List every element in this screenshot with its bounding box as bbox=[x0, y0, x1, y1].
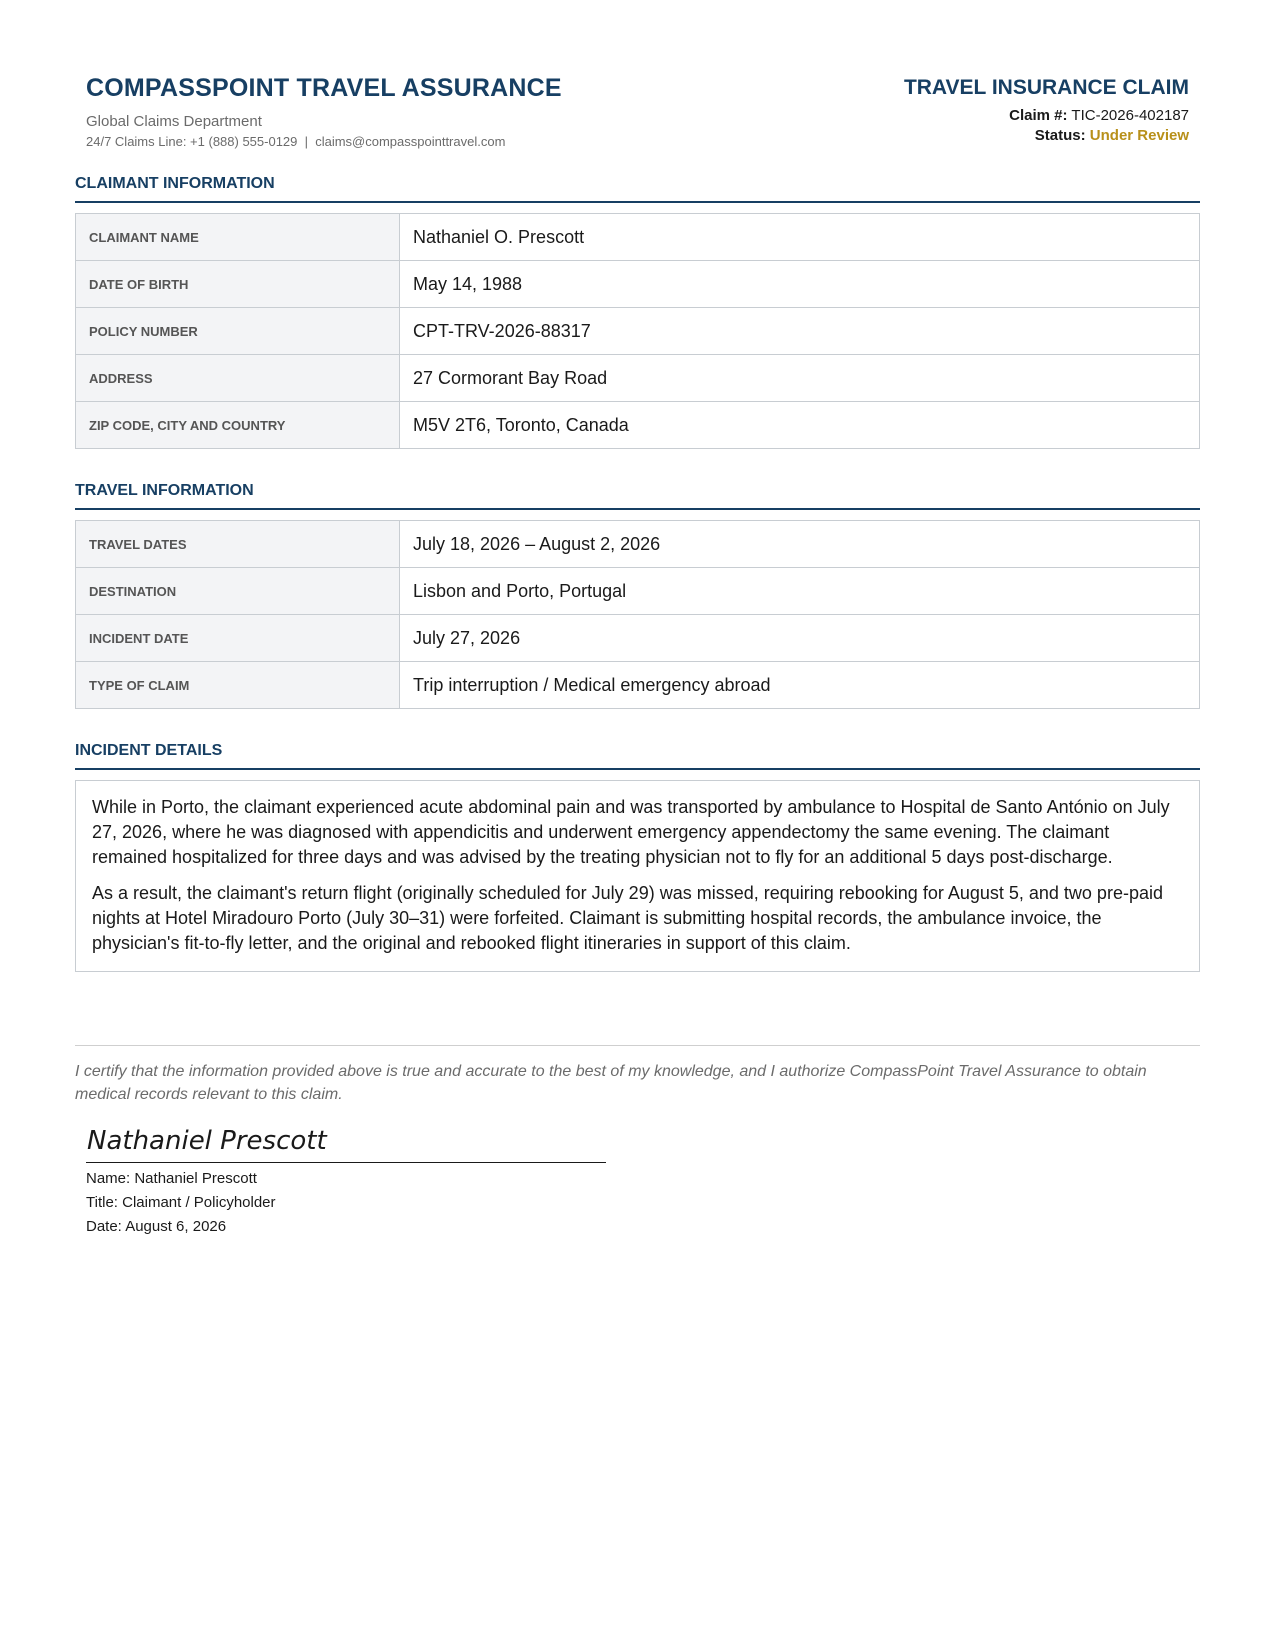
company-department: Global Claims Department bbox=[86, 113, 262, 130]
table-row bbox=[76, 308, 1199, 355]
field-label: DATE OF BIRTH bbox=[76, 261, 400, 307]
company-header bbox=[86, 74, 562, 149]
signature-block bbox=[86, 1126, 606, 1239]
field-label: POLICY NUMBER bbox=[76, 308, 400, 354]
table-row bbox=[76, 568, 1199, 615]
destination-value: Lisbon and Porto, Portugal bbox=[413, 580, 627, 601]
date-of-birth-value: May 14, 1988 bbox=[413, 273, 523, 294]
zip-city-country-value: M5V 2T6, Toronto, Canada bbox=[413, 414, 629, 435]
incident-paragraph: As a result, the claimant's return flight (originally scheduled for July 29) was missed, requiring rebooking for August 5, and two pre-paid nights at Hotel Miradouro Porto (July 30–31) were forfeited. Claimant is submitting hospital records, the ambulance invoice, the physician's fit-to-fly letter, and the original and rebooked flight itineraries in support of this claim. bbox=[92, 883, 1163, 953]
policy-number-value: CPT-TRV-2026-88317 bbox=[413, 320, 591, 341]
signature: Nathaniel Prescott bbox=[86, 1126, 606, 1163]
form-title: TRAVEL INSURANCE CLAIM bbox=[903, 76, 1189, 99]
form-header bbox=[904, 76, 1189, 144]
claim-number-line bbox=[904, 107, 1189, 124]
table-row bbox=[76, 214, 1199, 261]
section-title-incident: INCIDENT DETAILS bbox=[75, 742, 1200, 770]
field-label: ADDRESS bbox=[76, 355, 400, 401]
claimant-section bbox=[75, 175, 1200, 449]
table-row bbox=[76, 261, 1199, 308]
field-label: DESTINATION bbox=[76, 568, 400, 614]
field-label: CLAIMANT NAME bbox=[76, 214, 400, 260]
incident-paragraph: While in Porto, the claimant experienced acute abdominal pain and was transported by ambulance to Hospital de Santo António on July 27, 2026, where he was diagnosed with appendicitis and underwent emergency appendectomy the same evening. The claimant remained hospitalized for three days and was advised by the treating physician not to fly for an additional 5 days post-discharge. bbox=[92, 797, 1170, 867]
status-line bbox=[904, 127, 1189, 144]
incident-date-value: July 27, 2026 bbox=[413, 627, 521, 648]
incident-section bbox=[75, 742, 1200, 972]
section-title-claimant: CLAIMANT INFORMATION bbox=[75, 175, 1200, 203]
signature-date: Date: August 6, 2026 bbox=[86, 1218, 227, 1235]
company-name: COMPASSPOINT TRAVEL ASSURANCE bbox=[86, 74, 562, 102]
field-label: ZIP CODE, CITY AND COUNTRY bbox=[76, 402, 400, 448]
field-label: INCIDENT DATE bbox=[76, 615, 400, 661]
claimant-table bbox=[75, 213, 1200, 449]
claimant-name-value: Nathaniel O. Prescott bbox=[413, 226, 585, 247]
table-row bbox=[76, 355, 1199, 402]
table-row bbox=[76, 402, 1199, 448]
company-contact: 24/7 Claims Line: +1 (888) 555-0129 | claims@compasspointtravel.com bbox=[86, 134, 506, 149]
claim-number-label: Claim #: bbox=[1009, 107, 1068, 124]
travel-section bbox=[75, 482, 1200, 709]
field-label: TYPE OF CLAIM bbox=[76, 662, 400, 708]
table-row bbox=[76, 615, 1199, 662]
section-title-travel: TRAVEL INFORMATION bbox=[75, 482, 1200, 510]
signer-title: Title: Claimant / Policyholder bbox=[86, 1194, 276, 1211]
divider bbox=[75, 1045, 1200, 1046]
table-row bbox=[76, 521, 1199, 568]
status-badge: Under Review bbox=[1089, 127, 1189, 144]
travel-dates-value: July 18, 2026 – August 2, 2026 bbox=[413, 533, 661, 554]
table-row bbox=[76, 662, 1199, 708]
status-label: Status: bbox=[1034, 127, 1086, 144]
incident-details-box bbox=[75, 780, 1200, 972]
certification-statement: I certify that the information provided above is true and accurate to the best of my knowledge, and I authorize CompassPoint Travel Assurance to obtain medical records relevant to this claim. bbox=[75, 1063, 1147, 1103]
claim-number-value: TIC-2026-402187 bbox=[1071, 107, 1189, 124]
address-value: 27 Cormorant Bay Road bbox=[413, 367, 608, 388]
signer-name: Name: Nathaniel Prescott bbox=[86, 1170, 257, 1187]
signer-details bbox=[86, 1167, 606, 1239]
claim-type-value: Trip interruption / Medical emergency abroad bbox=[413, 674, 771, 695]
field-label: TRAVEL DATES bbox=[76, 521, 400, 567]
travel-table bbox=[75, 520, 1200, 709]
